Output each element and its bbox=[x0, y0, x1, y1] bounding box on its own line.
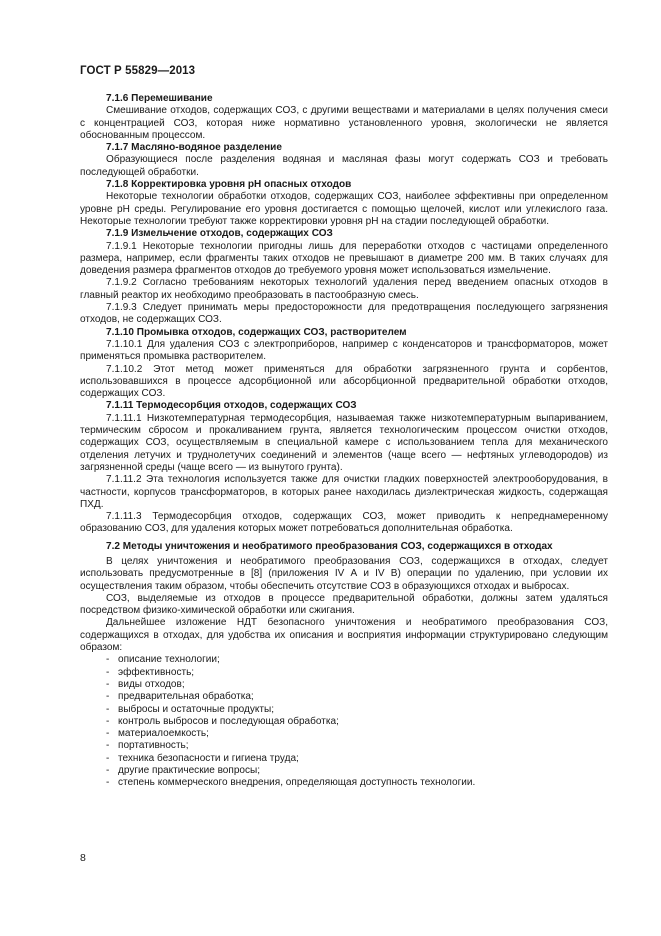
list-dash: - bbox=[106, 666, 110, 678]
document-body bbox=[80, 93, 608, 790]
paragraph: СОЗ, выделяемые из отходов в процессе предварительной обработки, должны затем удаляться посредством физико-химической обработки или сжигания. bbox=[80, 592, 608, 617]
list-item-text: эффективность; bbox=[118, 666, 195, 678]
list-dash: - bbox=[106, 678, 110, 690]
list-item-text: другие практические вопросы; bbox=[118, 765, 261, 777]
paragraph: В целях уничтожения и необратимого преобразования СОЗ, содержащихся в отходах, следует использовать предусмотренные в [8] (приложения IV А и IV В) операции по удалению, при условии их осуществления таким образом, чтобы обеспечить отсутствие СОЗ в образующихся отходах и выбросах. bbox=[80, 555, 608, 592]
paragraphs bbox=[80, 93, 608, 654]
section-heading: 7.1.11 Термодесорбция отходов, содержащих СОЗ bbox=[106, 400, 357, 412]
section-heading: 7.1.6 Перемешивание bbox=[106, 93, 213, 104]
list-dash: - bbox=[106, 691, 110, 703]
paragraph: Смешивание отходов, содержащих СОЗ, с другими веществами и материалами в целях получения смеси с концентрацией СОЗ, которая ниже нормативно установленного уровня, экологически не является обоснованным процессом. bbox=[80, 105, 608, 141]
list-item bbox=[80, 716, 608, 728]
list-dash: - bbox=[106, 715, 110, 727]
list-item-text: материалоемкость; bbox=[118, 728, 209, 740]
list-item bbox=[80, 753, 608, 765]
list-item-text: предварительная обработка; bbox=[118, 691, 254, 703]
paragraph: 7.1.11.2 Эта технология используется также для очистки гладких поверхностей электрооборудования, в частности, корпусов трансформаторов, в которых ранее находилась диэлектрическая жидкость, содержащая ПХД. bbox=[80, 474, 608, 510]
list-item bbox=[80, 654, 608, 666]
list-item-text: техника безопасности и гигиена труда; bbox=[118, 752, 299, 764]
section-heading: 7.1.10 Промывка отходов, содержащих СОЗ, растворителем bbox=[106, 326, 407, 338]
list-item-text: выбросы и остаточные продукты; bbox=[118, 703, 275, 715]
list-dash: - bbox=[106, 752, 110, 764]
paragraph: 7.1.10.1 Для удаления СОЗ с электроприборов, например с конденсаторов и трансформаторов, может применяться промывка растворителем. bbox=[80, 338, 608, 363]
list-item bbox=[80, 704, 608, 716]
list-dash: - bbox=[106, 728, 110, 740]
list-item-text: портативность; bbox=[118, 740, 189, 752]
list-item bbox=[80, 777, 608, 789]
list-item-text: описание технологии; bbox=[118, 654, 220, 666]
document-header: ГОСТ Р 55829—2013 bbox=[80, 65, 196, 77]
list-item-text: контроль выбросов и последующая обработка; bbox=[118, 715, 339, 727]
list-item bbox=[80, 667, 608, 679]
paragraph: Дальнейшее изложение НДТ безопасного уничтожения и необратимого преобразования СОЗ, содержащихся в отходах, для удобства их описания и восприятия информации структурировано следующим образом: bbox=[80, 617, 608, 654]
list-item bbox=[80, 740, 608, 752]
paragraph: 7.1.10.2 Этот метод может применяться для обработки загрязненного грунта и сорбентов, использовавшихся в процессе адсорбционной или абсорбционной предварительной обработки отходов, содержащих СОЗ. bbox=[80, 363, 608, 400]
list-dash: - bbox=[106, 765, 110, 777]
list-dash: - bbox=[106, 740, 110, 752]
paragraph: 7.1.9.3 Следует принимать меры предосторожности для предотвращения последующего загрязнения отходов, не содержащих СОЗ. bbox=[80, 302, 608, 326]
paragraph: 7.1.11.3 Термодесорбция отходов, содержащих СОЗ, может приводить к непреднамеренному образованию СОЗ, для удаления которых может потребоваться дополнительная обработка. bbox=[80, 511, 608, 535]
paragraph: 7.1.9.1 Некоторые технологии пригодны лишь для переработки отходов с частицами определенного размера, например, если фрагменты таких отходов не превышают в диаметре 200 мм. В таких случаях для доведения размера фрагментов отходов до требуемого уровня может использоваться измельчение. bbox=[80, 240, 608, 277]
paragraph: 7.1.9.2 Согласно требованиям некоторых технологий удаления перед введением опасных отходов в главный реактор их необходимо преобразовать в пастообразную смесь. bbox=[80, 277, 608, 301]
section-heading: 7.1.7 Масляно-водяное разделение bbox=[106, 142, 282, 154]
list-dash: - bbox=[106, 703, 110, 715]
list-item-text: степень коммерческого внедрения, определяющая доступность технологии. bbox=[118, 777, 476, 789]
list-item bbox=[80, 679, 608, 691]
list-item bbox=[80, 691, 608, 703]
list-item bbox=[80, 728, 608, 740]
bullet-list bbox=[80, 654, 608, 789]
page-number: 8 bbox=[80, 852, 86, 864]
section-heading: 7.1.8 Корректировка уровня pH опасных отходов bbox=[106, 179, 352, 191]
list-dash: - bbox=[106, 654, 110, 666]
paragraph: 7.1.11.1 Низкотемпературная термодесорбция, называемая также низкотемпературным выпариванием, термическим сбросом и прокаливанием грунта, является технологическим процессом очистки отходов, содержащих СОЗ, осуществляемым в специальной камере с использованием тепла для механического отделения летучих и труднолетучих соединений и элементов (чаще всего — нефтяных углеводородов) из загрязненной среды (чаще всего — из вынутого грунта). bbox=[80, 412, 608, 473]
list-item-text: виды отходов; bbox=[118, 678, 185, 690]
paragraph: Образующиеся после разделения водяная и масляная фазы могут содержать СОЗ и требовать последующей обработки. bbox=[80, 154, 608, 178]
list-item bbox=[80, 765, 608, 777]
section-heading: 7.2 Методы уничтожения и необратимого преобразования СОЗ, содержащихся в отходах bbox=[106, 540, 553, 552]
section-heading: 7.1.9 Измельчение отходов, содержащих СОЗ bbox=[106, 228, 333, 240]
list-dash: - bbox=[106, 777, 110, 789]
paragraph: Некоторые технологии обработки отходов, содержащих СОЗ, наиболее эффективны при определенном уровне pH среды. Регулирование его уровня достигается с помощью щелочей, кислот или углекислого газа. Некоторые технологии требуют также корректировки уровня pH на стадии последующей обработки. bbox=[80, 191, 608, 227]
